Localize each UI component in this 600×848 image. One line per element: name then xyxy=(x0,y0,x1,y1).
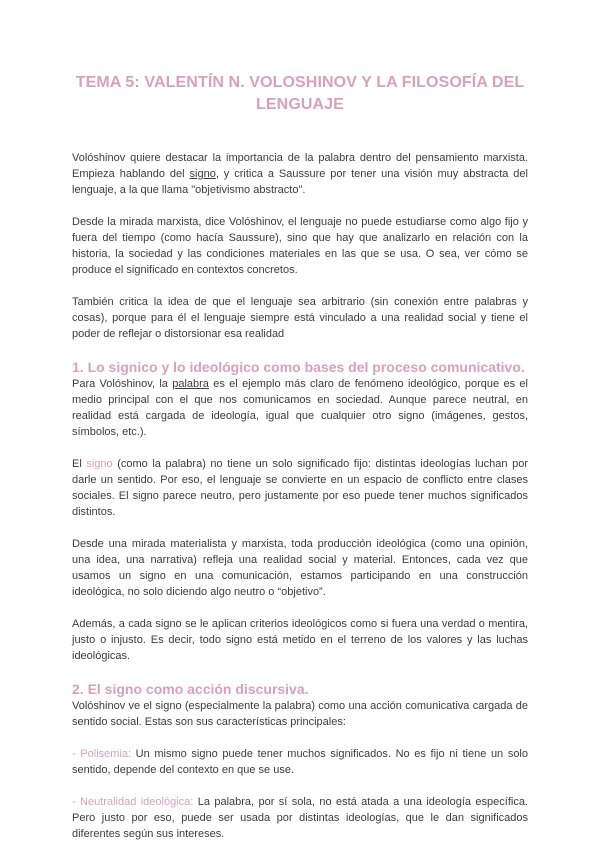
list-item-label: - Neutralidad ideológica: xyxy=(72,796,194,808)
list-item-neutralidad xyxy=(72,794,528,842)
underlined-term-palabra: palabra xyxy=(172,378,209,390)
section-1-paragraph-4: Además, a cada signo se le aplican criterios ideológicos como si fuera una verdad o mentira, justo o injusto. Es decir, todo signo está metido en el terreno de los valores y las luchas ideológicas. xyxy=(72,618,528,662)
list-item-polisemia xyxy=(72,746,528,778)
intro-p1-text-b: , y critica a Saussure por tener una visión muy abstracta del lenguaje, a la que llama "objetivismo abstracto". xyxy=(72,168,528,196)
intro-paragraph-1 xyxy=(72,150,528,198)
section-2-heading: 2. El signo como acción discursiva. xyxy=(72,681,309,697)
s1-p1-text-b: es el ejemplo más claro de fenómeno ideológico, porque es el medio principal con el que nos comunicamos en sociedad. Aunque parece neutral, en realidad está cargada de ideología, igual que cualquier otro signo (imágenes, gestos, símbolos, etc.). xyxy=(72,378,528,438)
list-item-text: Un mismo signo puede tener muchos significados. No es fijo ni tiene un solo sentido, depende del contexto en que se use. xyxy=(72,748,528,776)
document-body xyxy=(72,150,528,842)
list-item-label: - Polisemia: xyxy=(72,748,132,760)
s1-p2-text-a: El xyxy=(72,458,87,470)
document-title: TEMA 5: VALENTÍN N. VOLOSHINOV Y LA FILOSOFÍA DEL LENGUAJE xyxy=(75,74,525,113)
section-1-paragraph-3: Desde una mirada materialista y marxista, toda producción ideológica (como una opinión, una idea, una narrativa) refleja una realidad social y material. Entonces, cada vez que usamos un signo en una comunicación, estamos participando en una construcción ideológica, no solo diciendo algo neutro o “objetivo”. xyxy=(72,538,528,598)
intro-paragraph-3: También critica la idea de que el lenguaje sea arbitrario (sin conexión entre palabras y cosas), porque para él el lenguaje siempre está vinculado a una realidad social y tiene el poder de reflejar o distorsionar esa realidad xyxy=(72,296,528,340)
s1-p2-text-b: (como la palabra) no tiene un solo significado fijo: distintas ideologías luchan por darle un sentido. Por eso, el lenguaje se convierte en un espacio de conflicto entre clases sociales. El signo parece neutro, pero justamente por eso puede tener muchos significados distintos. xyxy=(72,458,528,518)
s1-p1-text-a: Para Volóshinov, la xyxy=(72,378,173,390)
intro-p1-text-a: Volóshinov quiere destacar la importancia de la palabra dentro del pensamiento marxista. Empieza hablando del xyxy=(72,152,528,180)
section-1-paragraph-1 xyxy=(72,376,528,440)
underlined-term-signo: signo xyxy=(189,168,216,180)
highlighted-term-signo: signo xyxy=(86,458,113,470)
section-1-paragraph-2 xyxy=(72,456,528,520)
list-item-text: La palabra, por sí sola, no está atada a una ideología específica. Pero justo por eso, puede ser usada por distintas ideologías, que le dan significados diferentes según sus intereses. xyxy=(72,796,528,840)
section-2-paragraph-1: Volóshinov ve el signo (especialmente la palabra) como una acción comunicativa cargada de sentido social. Estas son sus características principales: xyxy=(72,700,528,728)
section-1-heading: 1. Lo signico y lo ideológico como bases del proceso comunicativo. xyxy=(72,359,525,375)
intro-paragraph-2: Desde la mirada marxista, dice Volóshinov, el lenguaje no puede estudiarse como algo fijo y fuera del tiempo (como hacía Saussure), sino que hay que analizarlo en relación con la historia, la sociedad y las condiciones materiales en las que se usa. O sea, ver cómo se produce el significado en contextos concretos. xyxy=(72,216,528,276)
